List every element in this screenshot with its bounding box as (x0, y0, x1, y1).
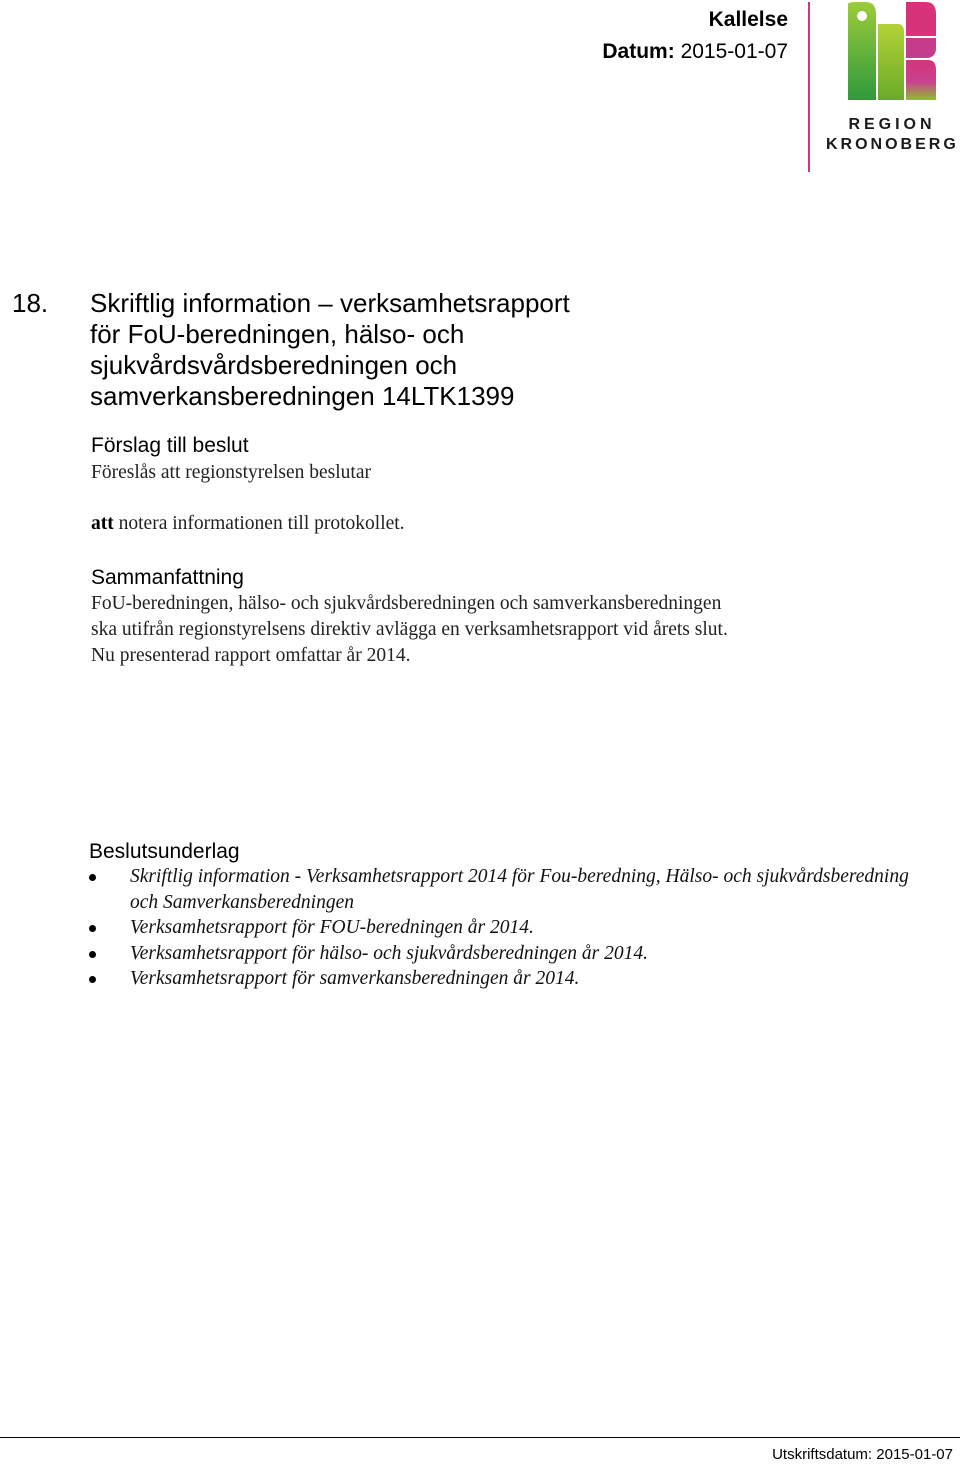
item-title (90, 288, 690, 412)
forslag-intro: Föreslås att regionstyrelsen beslutar (91, 462, 371, 483)
print-date: Utskriftsdatum: 2015-01-07 (772, 1446, 953, 1463)
document-type: Kallelse (708, 8, 788, 31)
item-title-line: för FoU-beredningen, hälso- och (90, 319, 465, 349)
list-item (89, 941, 939, 967)
logo-text-kronoberg: KRONOBERG (826, 136, 959, 153)
bullet-icon (89, 976, 96, 983)
list-item (89, 966, 939, 992)
date-value: 2015-01-07 (680, 40, 788, 63)
list-item-text: Verksamhetsrapport för FOU-beredningen år 2014. (130, 917, 534, 938)
sammanfattning-heading: Sammanfattning (91, 566, 244, 589)
item-title-line: Skriftlig information – verksamhetsrapport (90, 288, 570, 318)
beslutsunderlag-list (89, 864, 939, 992)
date-label: Datum: (602, 40, 675, 63)
logo-text-region: REGION (848, 116, 936, 133)
list-item-text: Verksamhetsrapport för hälso- och sjukvårdsberedningen år 2014. (130, 942, 648, 964)
header-divider (808, 2, 810, 172)
bullet-icon (89, 925, 96, 932)
item-title-line: samverkansberedningen 14LTK1399 (90, 381, 515, 411)
att-keyword: att (91, 513, 114, 534)
list-item-text: Verksamhetsrapport för samverkansberedningen år 2014. (130, 968, 580, 989)
forslag-att-paragraph (91, 511, 405, 537)
att-text: notera informationen till protokollet. (113, 513, 405, 534)
document-header (602, 6, 788, 68)
item-number: 18. (12, 288, 49, 318)
sammanfattning-text (91, 591, 728, 669)
forslag-heading: Förslag till beslut (91, 434, 249, 457)
sammanfattning-line: ska utifrån regionstyrelsens direktiv avlägga en verksamhetsrapport vid årets slut. (91, 619, 728, 640)
footer-divider (0, 1437, 960, 1438)
list-item-text: Skriftlig information - Verksamhetsrapport 2014 för Fou-beredning, Hälso- och sjukvårdsberedning och Samverkansberedningen (130, 866, 909, 913)
bullet-icon (89, 874, 96, 881)
sammanfattning-line: FoU-beredningen, hälso- och sjukvårdsberedningen och samverkansberedningen (91, 593, 722, 614)
list-item (89, 864, 939, 915)
bullet-icon (89, 951, 96, 958)
document-date (602, 36, 788, 68)
beslutsunderlag-heading: Beslutsunderlag (89, 840, 240, 863)
sammanfattning-line: Nu presenterad rapport omfattar år 2014. (91, 645, 411, 666)
list-item (89, 915, 939, 941)
item-title-line: sjukvårdsvårdsberedningen och (90, 350, 458, 380)
